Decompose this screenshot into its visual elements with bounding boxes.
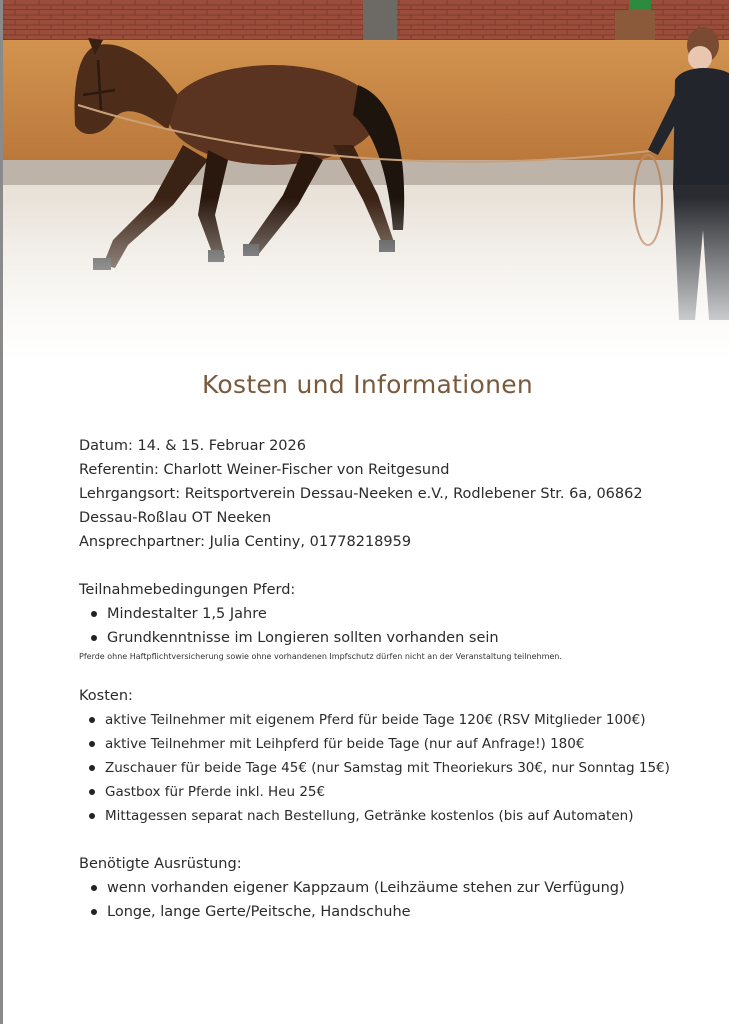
teilnahme-note: Pferde ohne Haftpflichtversicherung sowie ohne vorhandenen Impfschutz dürfen nicht an der Veranstaltung teilnehmen. [79,652,562,661]
list-item: Gastbox für Pferde inkl. Heu 25€ [79,780,699,804]
teilnahme-list [79,602,699,650]
datum-line: Datum: 14. & 15. Februar 2026 [79,438,306,454]
teilnahme-heading: Teilnahmebedingungen Pferd: [79,582,296,598]
photo-fade [3,0,729,360]
horse-lunging-photo [3,0,729,360]
list-item: Mittagessen separat nach Bestellung, Getränke kostenlos (bis auf Automaten) [79,804,699,828]
hero-photo [3,0,729,360]
ansprechpartner-line: Ansprechpartner: Julia Centiny, 01778218959 [79,534,412,550]
list-item: aktive Teilnehmer mit Leihpferd für beide Tage (nur auf Anfrage!) 180€ [79,732,699,756]
page-title: Kosten und Informationen [201,370,534,399]
list-item: Mindestalter 1,5 Jahre [79,602,699,626]
kosten-list [79,708,699,828]
referentin-line: Referentin: Charlott Weiner-Fischer von Reitgesund [79,462,450,478]
lehrgangsort-line: Lehrgangsort: Reitsportverein Dessau-Neeken e.V., Rodlebener Str. 6a, 06862 [79,486,643,502]
list-item: aktive Teilnehmer mit eigenem Pferd für beide Tage 120€ (RSV Mitglieder 100€) [79,708,699,732]
list-item: Grundkenntnisse im Longieren sollten vorhanden sein [79,626,699,650]
ausruestung-heading: Benötigte Ausrüstung: [79,856,242,872]
info-content [79,434,699,924]
kosten-heading: Kosten: [79,688,133,704]
ausruestung-list [79,876,699,924]
list-item: Longe, lange Gerte/Peitsche, Handschuhe [79,900,699,924]
lehrgangsort-line-2: Dessau-Roßlau OT Neeken [79,510,272,526]
list-item: Zuschauer für beide Tage 45€ (nur Samstag mit Theoriekurs 30€, nur Sonntag 15€) [79,756,699,780]
list-item: wenn vorhanden eigener Kappzaum (Leihzäume stehen zur Verfügung) [79,876,699,900]
